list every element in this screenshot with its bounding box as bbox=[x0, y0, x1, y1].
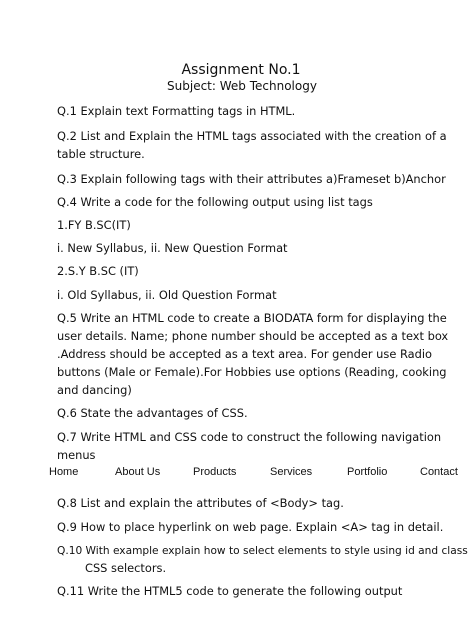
question-5-line-5: and dancing) bbox=[57, 383, 132, 397]
question-5-line-2: user details. Name; phone number should be accepted as a text box bbox=[57, 329, 449, 343]
list-item-sy: 2.S.Y B.SC (IT) bbox=[57, 264, 139, 278]
nav-item-home: Home bbox=[49, 466, 79, 478]
question-5-line-1: Q.5 Write an HTML code to create a BIODATA form for displaying the bbox=[57, 311, 447, 325]
question-10-line-1: Q.10 With example explain how to select elements to style using id and class bbox=[57, 545, 468, 557]
list-item-fy-sub: i. New Syllabus, ii. New Question Format bbox=[57, 241, 288, 255]
question-5-line-4: buttons (Male or Female).For Hobbies use options (Reading, cooking bbox=[57, 365, 447, 379]
question-1: Q.1 Explain text Formatting tags in HTML. bbox=[57, 104, 296, 118]
nav-item-portfolio: Portfolio bbox=[347, 466, 388, 478]
subject-line: Subject: Web Technology bbox=[167, 79, 317, 93]
question-3: Q.3 Explain following tags with their attributes a)Frameset b)Anchor bbox=[57, 172, 446, 186]
question-8: Q.8 List and explain the attributes of <Body> tag. bbox=[57, 496, 344, 510]
navigation-menu-example bbox=[0, 466, 474, 482]
nav-item-services: Services bbox=[270, 466, 313, 478]
question-9: Q.9 How to place hyperlink on web page. Explain <A> tag in detail. bbox=[57, 520, 444, 534]
list-item-fy: 1.FY B.SC(IT) bbox=[57, 218, 131, 232]
question-6: Q.6 State the advantages of CSS. bbox=[57, 406, 248, 420]
question-10-line-2: CSS selectors. bbox=[85, 561, 167, 575]
list-item-sy-sub: i. Old Syllabus, ii. Old Question Format bbox=[57, 288, 277, 302]
nav-item-products: Products bbox=[193, 466, 237, 478]
question-7-line-1: Q.7 Write HTML and CSS code to construct the following navigation bbox=[57, 430, 442, 444]
assignment-title: Assignment No.1 bbox=[181, 62, 301, 78]
question-2-line-1: Q.2 List and Explain the HTML tags associated with the creation of a bbox=[57, 129, 447, 143]
nav-item-about-us: About Us bbox=[115, 466, 161, 478]
question-2-line-2: table structure. bbox=[57, 147, 145, 161]
question-5-line-3: .Address should be accepted as a text area. For gender use Radio bbox=[57, 347, 432, 361]
nav-item-contact: Contact bbox=[420, 466, 458, 478]
question-4: Q.4 Write a code for the following output using list tags bbox=[57, 195, 373, 209]
question-7-line-2: menus bbox=[57, 448, 96, 462]
question-11: Q.11 Write the HTML5 code to generate the following output bbox=[57, 584, 403, 598]
